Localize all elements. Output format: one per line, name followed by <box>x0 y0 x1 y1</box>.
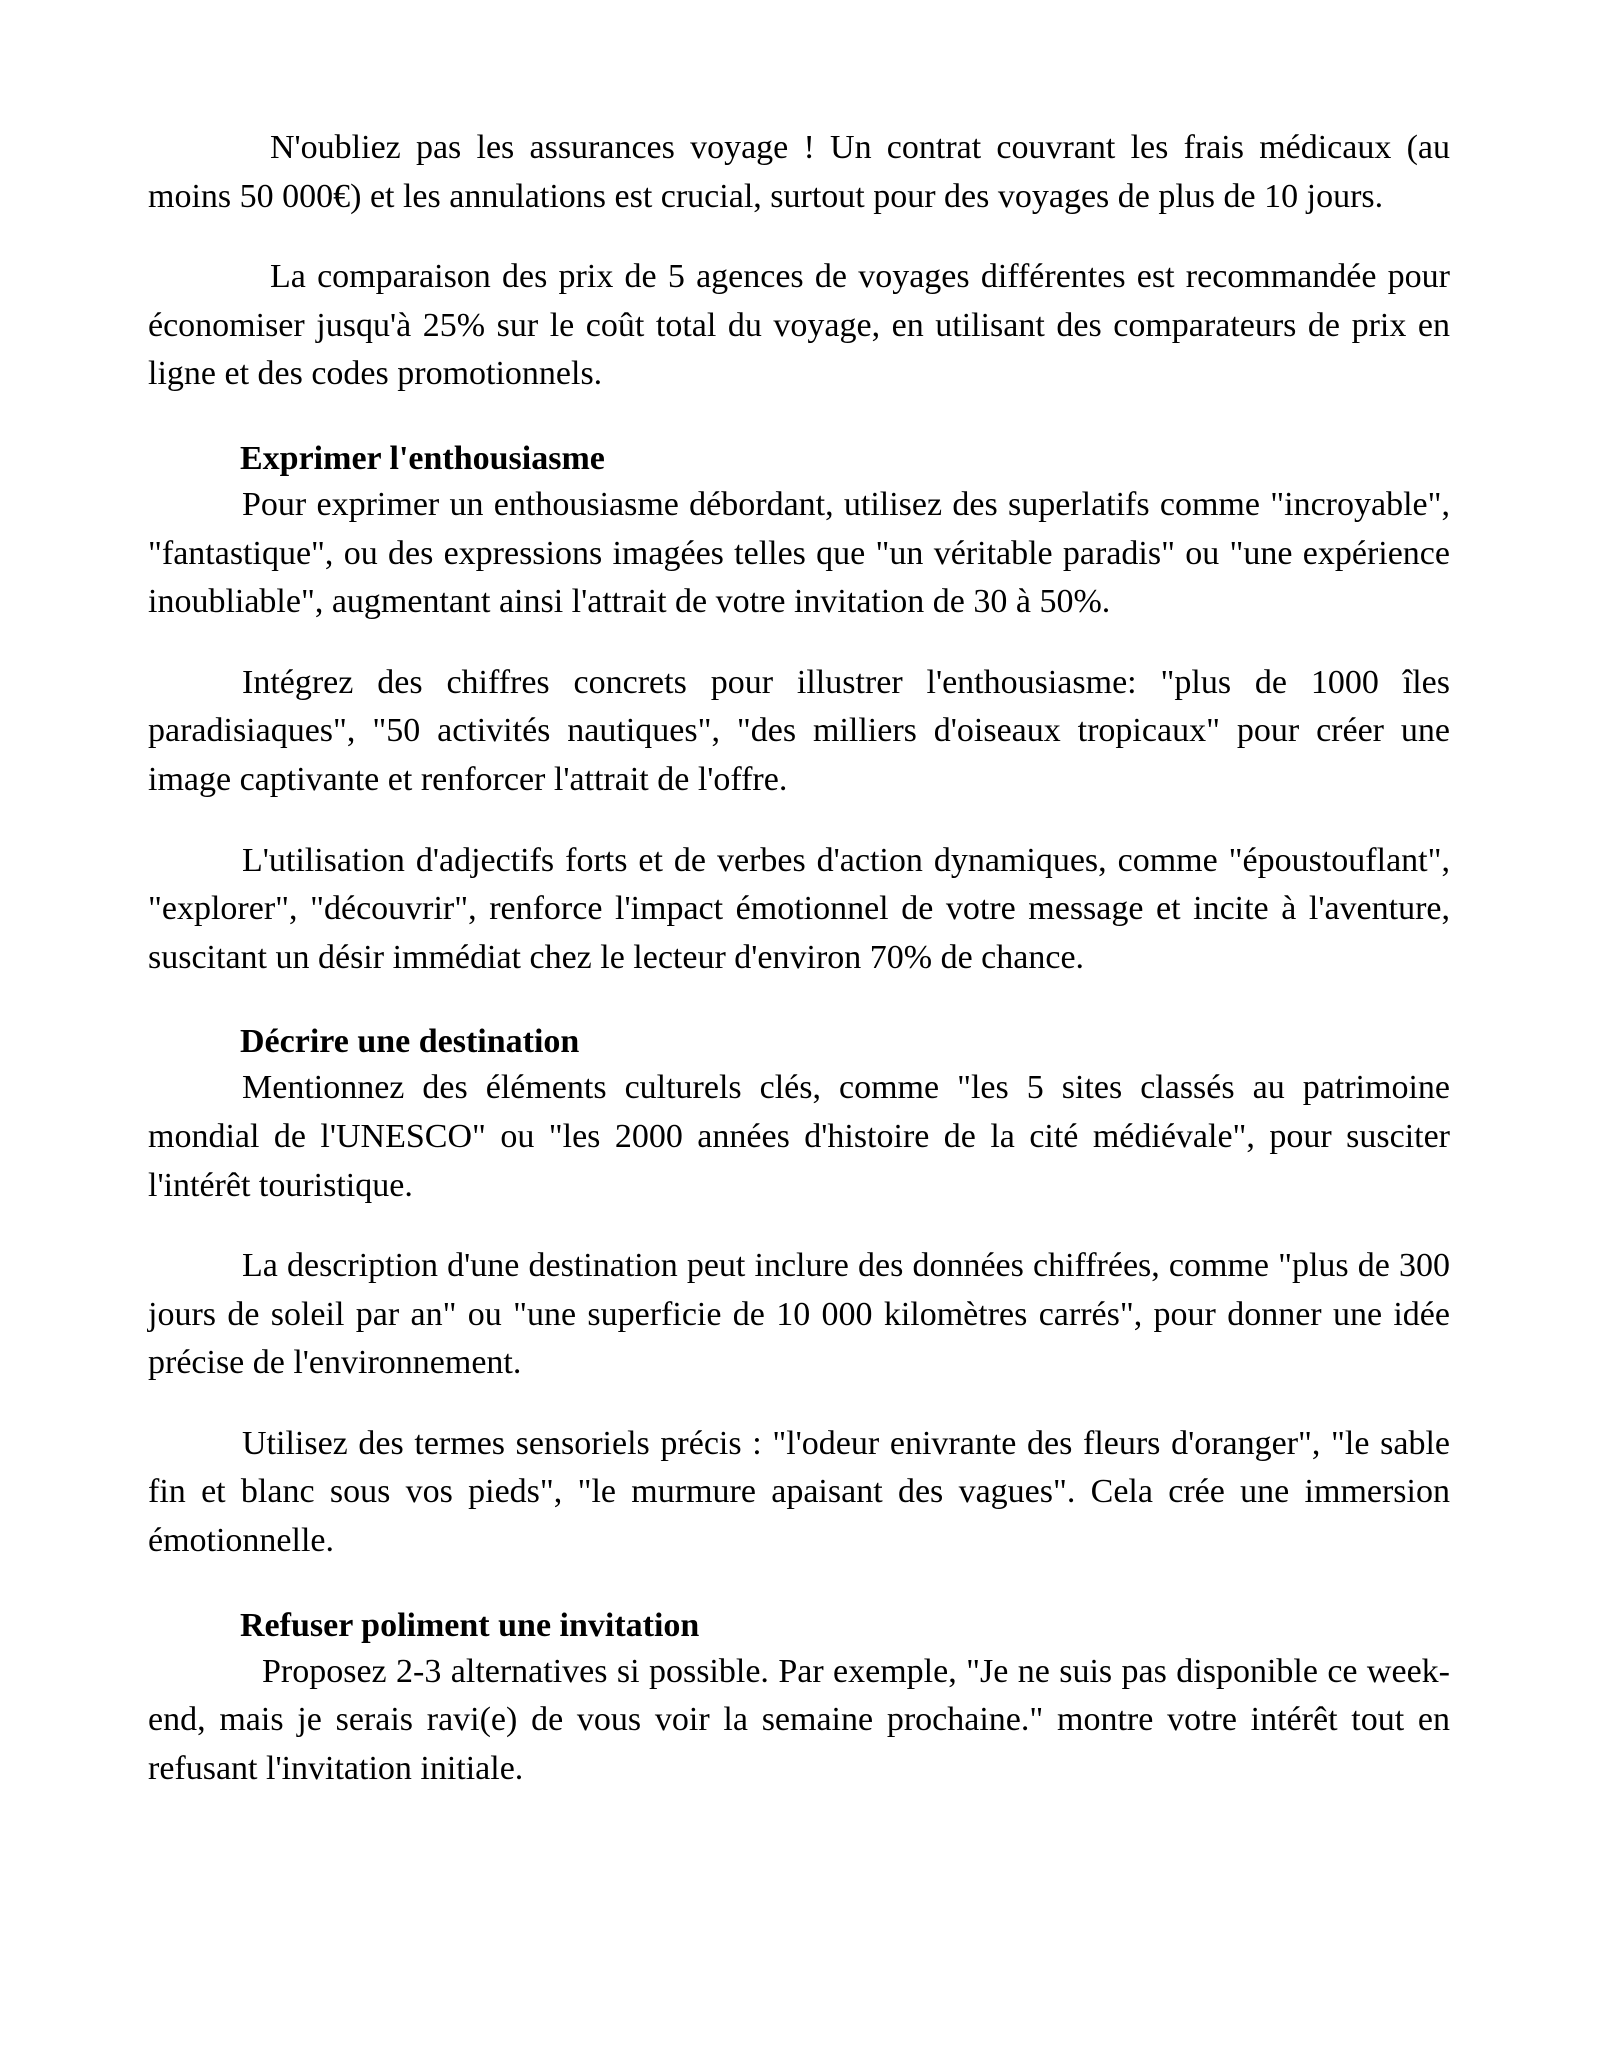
section-enthusiasm <box>148 437 1450 982</box>
section-paragraph: Utilisez des termes sensoriels précis : "l'odeur enivrante des fleurs d'oranger", "le sable fin et blanc sous vos pieds", "le murmure apaisant des vagues". Cela crée une immersion émotionnelle. <box>148 1424 1450 1560</box>
intro-paragraph-2: La comparaison des prix de 5 agences de voyages différentes est recommandée pour économiser jusqu'à 25% sur le coût total du voyage, en utilisant des comparateurs de prix en ligne et des codes promotionnels. <box>148 258 1450 393</box>
section-paragraph: Intégrez des chiffres concrets pour illustrer l'enthousiasme: "plus de 1000 îles paradisiaques", "50 activités nautiques", "des milliers d'oiseaux tropicaux" pour créer une image captivante et renforcer l'attrait de l'offre. <box>148 663 1450 798</box>
section-destination <box>148 1020 1450 1565</box>
section-paragraph: La description d'une destination peut inclure des données chiffrées, comme "plus de 300 jours de soleil par an" ou "une superficie de 10 000 kilomètres carrés", pour donner une idée précise de l'environnement. <box>148 1247 1450 1382</box>
section-paragraph: Proposez 2-3 alternatives si possible. Par exemple, "Je ne suis pas disponible ce week-end, mais je serais ravi(e) de vous voir la semaine prochaine." montre votre intérêt tout en refusant l'invitation initiale. <box>148 1652 1450 1787</box>
document-page <box>148 124 1450 1793</box>
section-paragraph: L'utilisation d'adjectifs forts et de verbes d'action dynamiques, comme "époustouflant", "explorer", "découvrir", renforce l'impact émotionnel de votre message et incite à l'aventure, suscitant un désir immédiat chez le lecteur d'environ 70% de chance. <box>148 841 1450 976</box>
section-paragraph: Mentionnez des éléments culturels clés, comme "les 5 sites classés au patrimoine mondial de l'UNESCO" ou "les 2000 années d'histoire de la cité médiévale", pour susciter l'intérêt touristique. <box>148 1069 1450 1204</box>
section-decline-invitation <box>148 1604 1450 1794</box>
section-heading: Exprimer l'enthousiasme <box>240 439 605 477</box>
section-heading: Refuser poliment une invitation <box>240 1606 700 1644</box>
intro-paragraph-1: N'oubliez pas les assurances voyage ! Un contrat couvrant les frais médicaux (au moins 50 000€) et les annulations est crucial, surtout pour des voyages de plus de 10 jours. <box>148 129 1450 215</box>
section-heading: Décrire une destination <box>240 1023 580 1061</box>
section-paragraph: Pour exprimer un enthousiasme débordant, utilisez des superlatifs comme "incroyable", "fantastique", ou des expressions imagées telles que "un véritable paradis" ou "une expérience inoubliable", augmentant ainsi l'attrait de votre invitation de 30 à 50%. <box>148 485 1450 621</box>
